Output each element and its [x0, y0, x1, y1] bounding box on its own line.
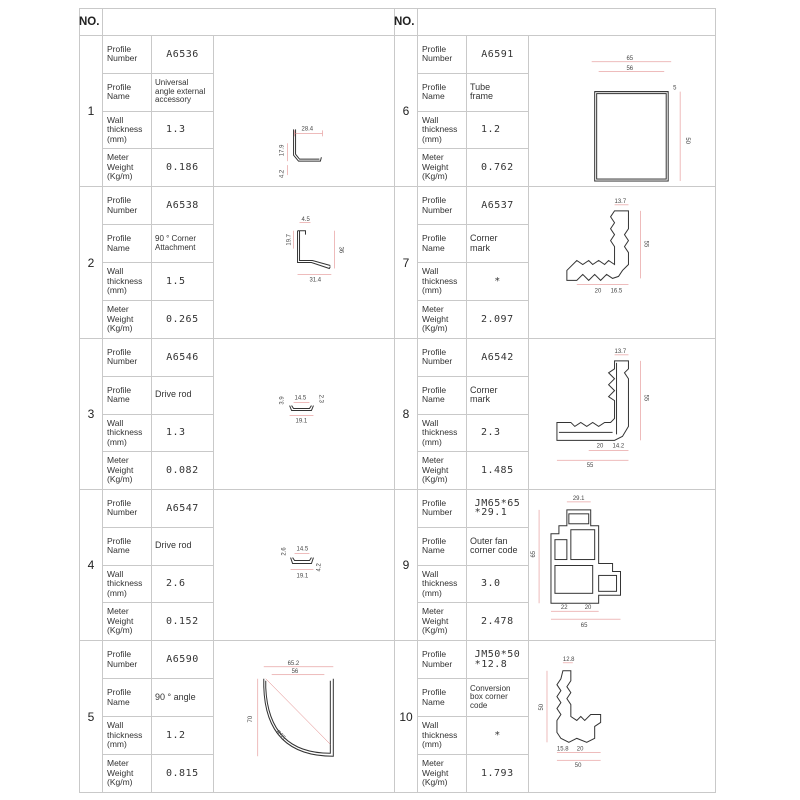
wall-thickness: 1.2 — [467, 112, 528, 150]
table-row — [394, 187, 716, 339]
profile-number-label: Profile Number — [103, 36, 151, 74]
dim-label: 4.5 — [301, 216, 310, 223]
dim-label: 14.2 — [612, 443, 625, 450]
row-number: 9 — [394, 490, 418, 640]
profile-drawing — [529, 187, 716, 338]
profile-drawing — [529, 490, 716, 640]
profile-number-label: Profile Number — [103, 641, 151, 679]
row-number: 10 — [394, 641, 418, 792]
dim-label: 28.4 — [301, 126, 314, 133]
meter-weight: 0.265 — [166, 313, 199, 325]
dim-label: 12.8 — [562, 656, 575, 663]
row-number: 8 — [394, 339, 418, 489]
dim-label: 2.3 — [317, 394, 324, 403]
dim-label: 13.7 — [614, 348, 627, 355]
profile-name: Tube frame — [467, 74, 528, 112]
dim-label: 31.4 — [309, 277, 322, 284]
meter-weight-label: Meter Weight (Kg/m) — [107, 304, 134, 334]
row-number: 5 — [79, 641, 103, 792]
dim-label: 36 — [337, 246, 344, 254]
wall-thickness: 1.2 — [152, 717, 213, 755]
profile-drawing — [214, 490, 395, 640]
right-table — [394, 8, 716, 793]
dim-label: 50 — [574, 763, 582, 770]
profile-name-label: Profile Name — [418, 528, 466, 566]
profile-number-label: Profile Number — [418, 187, 466, 225]
profile-name: Drive rod — [152, 528, 213, 566]
dim-label: 55 — [586, 463, 594, 470]
meter-weight: 0.082 — [166, 464, 199, 476]
dim-label: 20 — [584, 605, 592, 612]
meter-weight: 2.478 — [481, 615, 514, 627]
profile-number-label: Profile Number — [103, 490, 151, 528]
wall-thickness-label: Wall thickness (mm) — [418, 112, 466, 150]
profile-number: A6538 — [152, 187, 213, 225]
dim-label: 19.1 — [296, 573, 309, 580]
row-number: 6 — [394, 36, 418, 186]
dim-label: 19.7 — [286, 234, 293, 246]
dim-label: 19.1 — [295, 418, 308, 425]
profile-number: A6537 — [467, 187, 528, 225]
profile-number: A6547 — [152, 490, 213, 528]
wall-thickness-label: Wall thickness (mm) — [418, 415, 466, 453]
meter-weight-label: Meter Weight (Kg/m) — [422, 455, 449, 485]
profile-number: A6590 — [152, 641, 213, 679]
table-row — [394, 36, 716, 187]
left-table — [79, 8, 395, 793]
wall-thickness-label: Wall thickness (mm) — [103, 717, 151, 755]
profile-name-label: Profile Name — [418, 679, 466, 717]
profile-name-label: Profile Name — [418, 225, 466, 263]
dim-label: 50 — [684, 137, 691, 144]
dim-label: 20 — [576, 746, 584, 753]
table-row — [79, 36, 395, 187]
dim-label: 29.1 — [572, 495, 585, 502]
wall-thickness: 2.3 — [467, 415, 528, 453]
dim-label: 65 — [626, 55, 634, 62]
profile-name: Corner mark — [467, 225, 528, 263]
profile-name-label: Profile Name — [103, 377, 151, 415]
dim-label: 20 — [596, 443, 604, 450]
dim-label: 4.2 — [316, 563, 323, 572]
profile-number-label: Profile Number — [418, 641, 466, 679]
profile-name: Drive rod — [152, 377, 213, 415]
meter-weight-label: Meter Weight (Kg/m) — [422, 304, 449, 334]
profile-name: 90 ° angle — [152, 679, 213, 717]
meter-weight-label: Meter Weight (Kg/m) — [107, 758, 134, 788]
table-row — [79, 490, 395, 641]
profile-name: Corner mark — [467, 377, 528, 415]
meter-weight-label: Meter Weight (Kg/m) — [107, 152, 134, 182]
meter-weight-label: Meter Weight (Kg/m) — [422, 758, 449, 788]
profile-drawing — [529, 339, 716, 489]
wall-thickness: 1.3 — [152, 112, 213, 150]
profile-number-label: Profile Number — [103, 339, 151, 377]
meter-weight-label: Meter Weight (Kg/m) — [422, 606, 449, 636]
profile-number-label: Profile Number — [103, 187, 151, 225]
meter-weight: 0.762 — [481, 161, 514, 173]
meter-weight-label: Meter Weight (Kg/m) — [422, 152, 449, 182]
wall-thickness-label: Wall thickness (mm) — [418, 566, 466, 604]
profile-drawing — [214, 339, 395, 489]
meter-weight: 1.485 — [481, 464, 514, 476]
profile-number: JM65*65 *29.1 — [467, 490, 528, 528]
no-header: NO. — [394, 9, 418, 35]
wall-thickness-label: Wall thickness (mm) — [103, 112, 151, 150]
profile-name-label: Profile Name — [418, 74, 466, 112]
wall-thickness: 2.6 — [152, 566, 213, 604]
profile-number-label: Profile Number — [418, 339, 466, 377]
row-number: 7 — [394, 187, 418, 338]
dim-label: 55 — [642, 240, 649, 248]
profile-drawing — [214, 36, 395, 186]
profile-drawing — [214, 641, 395, 792]
profile-name: Outer fan corner code — [467, 528, 528, 566]
meter-weight-label: Meter Weight (Kg/m) — [107, 455, 134, 485]
dim-label: 56 — [626, 65, 634, 72]
table-header — [394, 9, 716, 36]
profile-number: A6536 — [152, 36, 213, 74]
wall-thickness: * — [467, 263, 528, 301]
meter-weight-label: Meter Weight (Kg/m) — [107, 606, 134, 636]
profile-name: 90 ° Corner Attachment — [152, 225, 213, 263]
profile-drawing — [214, 187, 395, 338]
row-number: 3 — [79, 339, 103, 489]
dim-label: 65 — [531, 550, 538, 558]
table-row — [394, 641, 716, 793]
table-row — [79, 187, 395, 339]
meter-weight: 0.186 — [166, 161, 199, 173]
profile-drawing — [529, 641, 716, 792]
dim-label: 3.9 — [279, 396, 286, 405]
dim-label: 20 — [594, 288, 602, 295]
wall-thickness: * — [467, 717, 528, 755]
table-row — [394, 490, 716, 641]
no-header: NO. — [79, 9, 103, 35]
dim-label: 65 — [580, 623, 588, 630]
wall-thickness-label: Wall thickness (mm) — [418, 263, 466, 301]
profile-name-label: Profile Name — [103, 679, 151, 717]
dim-label: 55 — [642, 394, 649, 402]
dim-label: 50 — [539, 703, 546, 711]
row-number: 4 — [79, 490, 103, 640]
meter-weight: 0.152 — [166, 615, 199, 627]
wall-thickness: 3.0 — [467, 566, 528, 604]
dim-label: R65 — [274, 729, 287, 742]
dim-label: 65.2 — [287, 660, 300, 667]
profile-name: Universal angle external accessory — [152, 74, 213, 112]
profile-number-label: Profile Number — [418, 490, 466, 528]
wall-thickness-label: Wall thickness (mm) — [418, 717, 466, 755]
table-header — [79, 9, 395, 36]
profile-name-label: Profile Name — [103, 225, 151, 263]
table-row — [79, 339, 395, 490]
dim-label: 56 — [291, 668, 299, 675]
meter-weight: 1.793 — [481, 767, 514, 779]
profile-number: A6546 — [152, 339, 213, 377]
wall-thickness-label: Wall thickness (mm) — [103, 566, 151, 604]
wall-thickness: 1.3 — [152, 415, 213, 453]
profile-drawing — [529, 36, 716, 186]
dim-label: 70 — [247, 715, 254, 723]
profile-name-label: Profile Name — [418, 377, 466, 415]
dim-label: 22 — [560, 605, 568, 612]
table-row — [394, 339, 716, 490]
dim-label: 15.8 — [556, 746, 569, 753]
profile-name-label: Profile Name — [103, 528, 151, 566]
row-number: 2 — [79, 187, 103, 338]
dim-label: 5 — [673, 85, 677, 92]
dim-label: 17.9 — [279, 144, 286, 157]
profile-number: A6591 — [467, 36, 528, 74]
meter-weight: 0.815 — [166, 767, 199, 779]
meter-weight: 2.097 — [481, 313, 514, 325]
dim-label: 13.7 — [614, 198, 627, 205]
profile-name: Conversion box corner code — [467, 679, 528, 717]
profile-number: JM50*50 *12.8 — [467, 641, 528, 679]
row-number: 1 — [79, 36, 103, 186]
dim-label: 14.5 — [294, 395, 307, 402]
profile-number: A6542 — [467, 339, 528, 377]
dim-label: 14.5 — [296, 546, 309, 553]
wall-thickness: 1.5 — [152, 263, 213, 301]
profile-name-label: Profile Name — [103, 74, 151, 112]
dim-label: 4.2 — [279, 169, 286, 179]
profile-number-label: Profile Number — [418, 36, 466, 74]
wall-thickness-label: Wall thickness (mm) — [103, 263, 151, 301]
dim-label: 2.6 — [281, 547, 288, 556]
dim-label: 16.5 — [610, 288, 623, 295]
table-row — [79, 641, 395, 793]
wall-thickness-label: Wall thickness (mm) — [103, 415, 151, 453]
